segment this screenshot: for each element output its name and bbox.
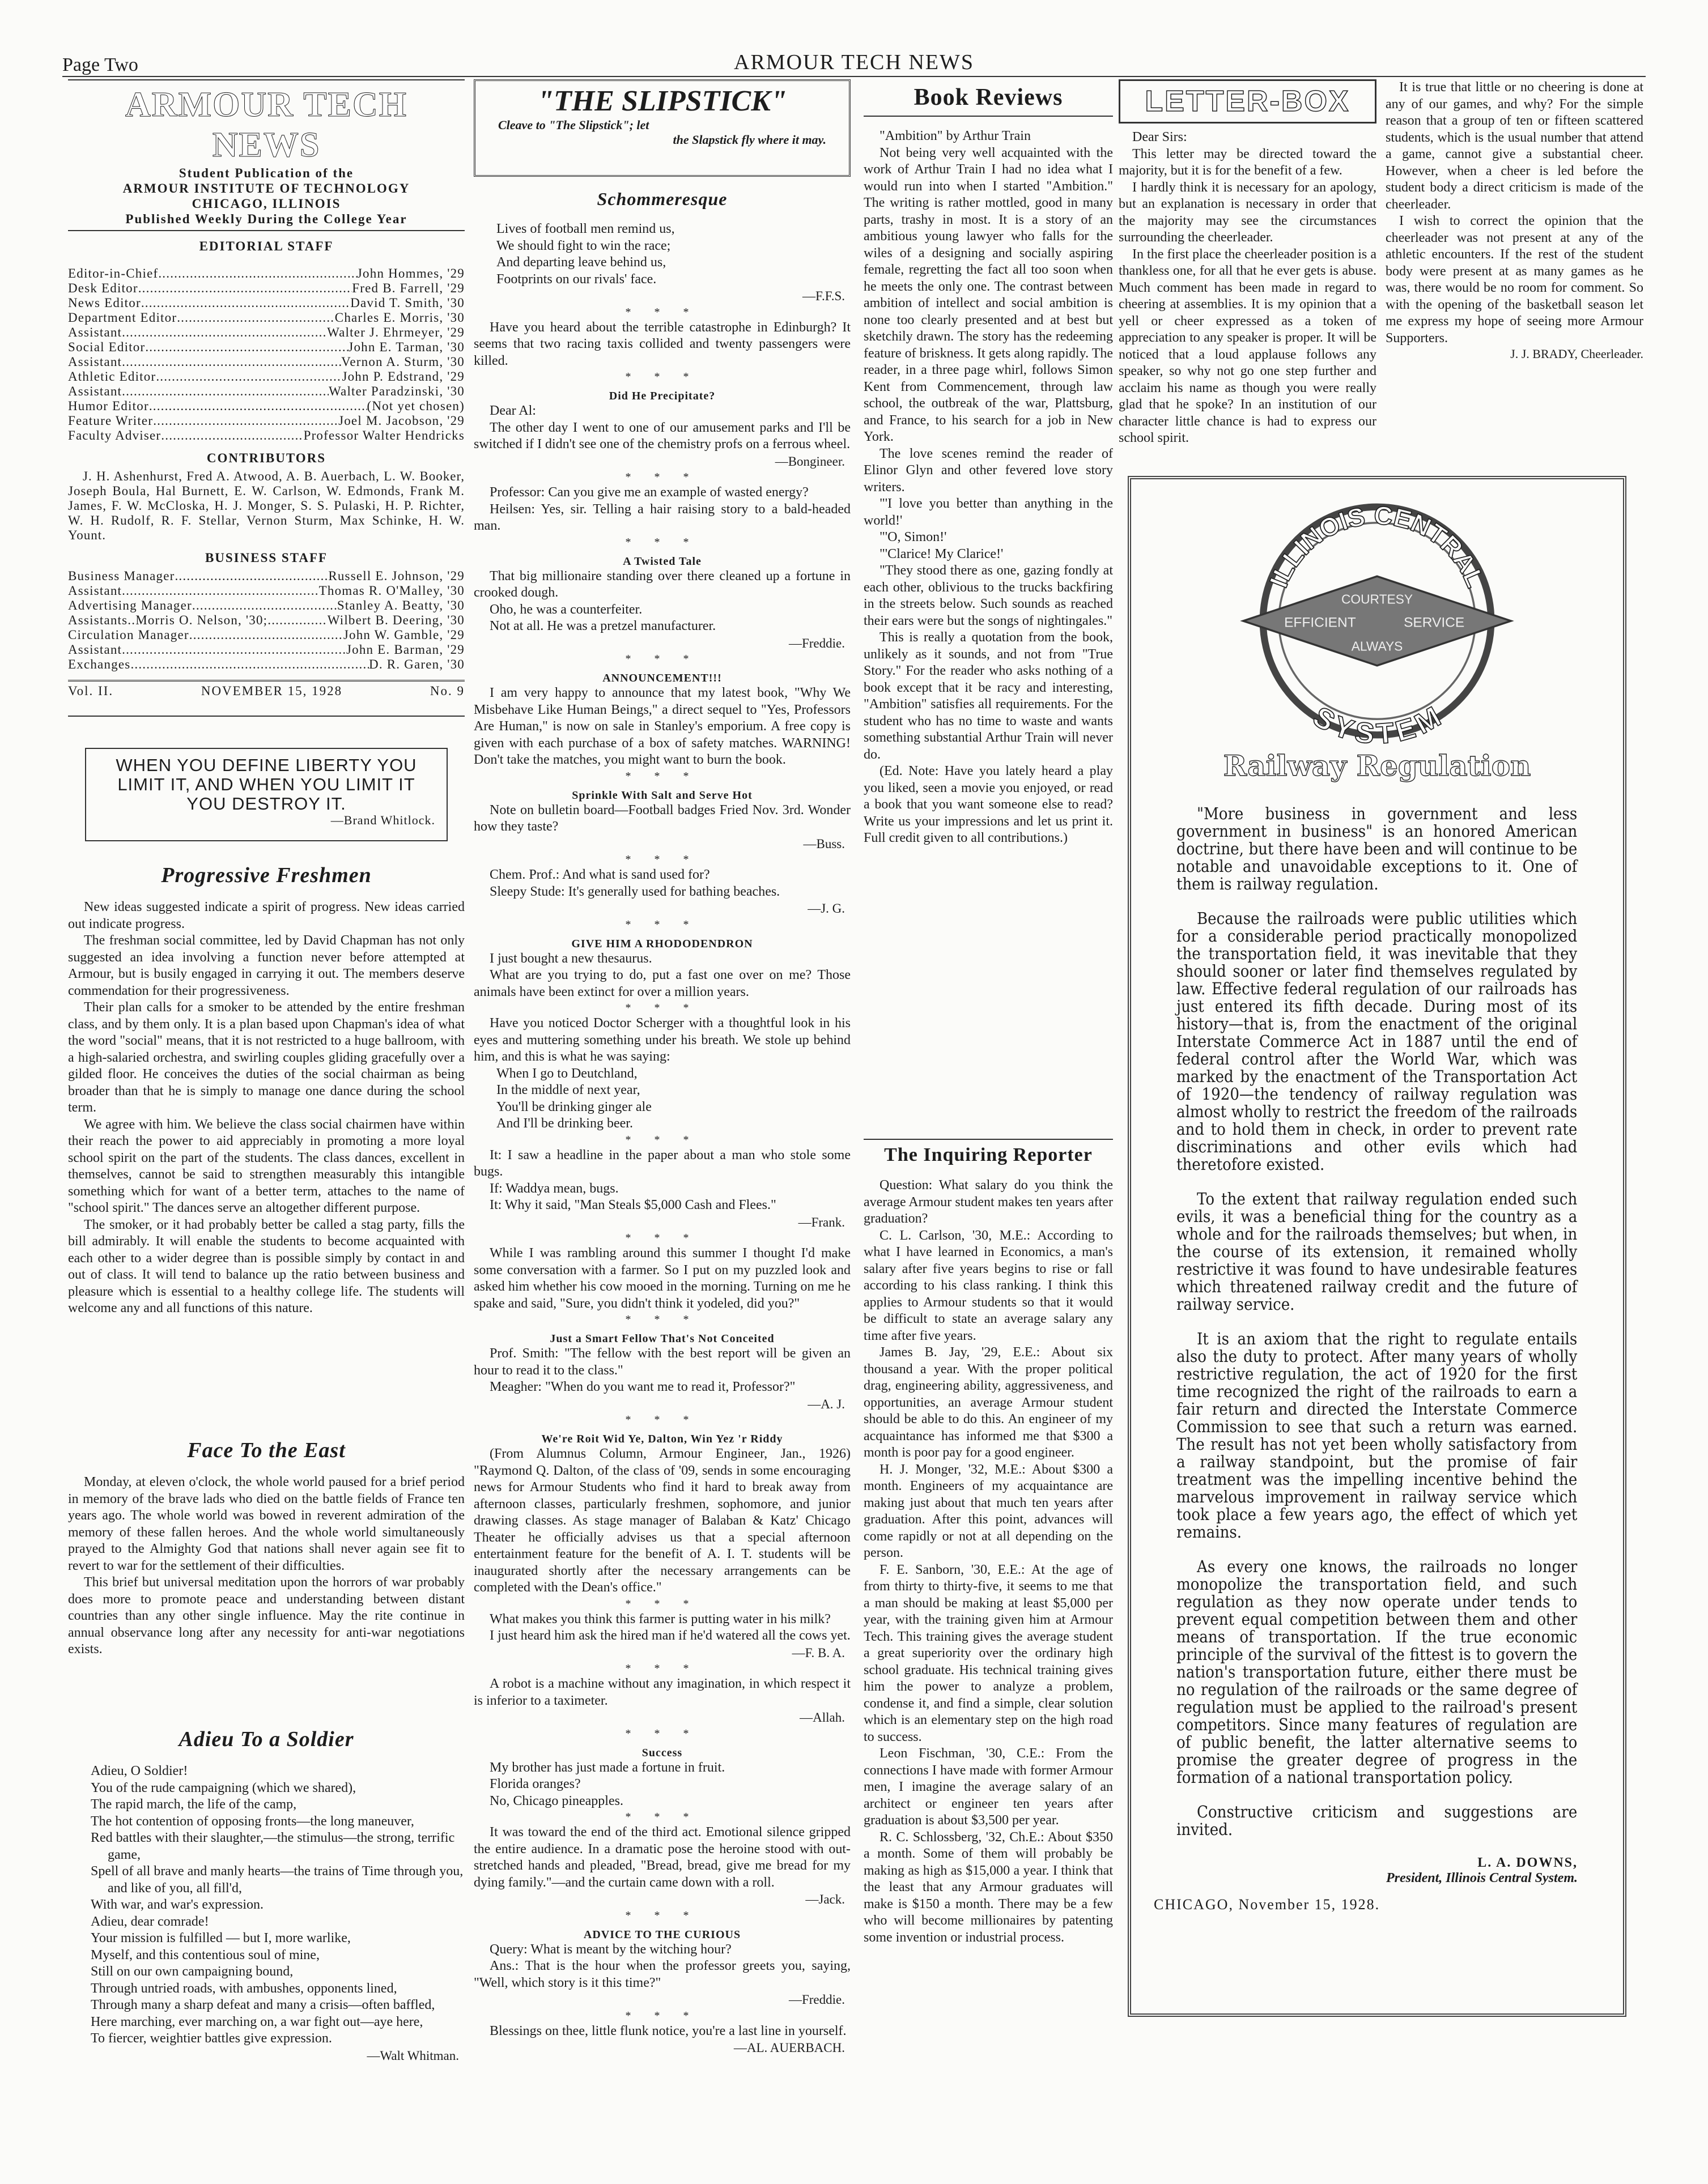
slipstick-motto: the Slapstick fly where it may. xyxy=(673,133,826,147)
ad-paragraph: To the extent that railway regulation ended such evils, it was a beneficial thing for the country as a whole and for the railroads themselves; but when, in the course of its extension, it remained wholly restrictive it was found to have undesirable features which threatened railway credit and the future of railway service. xyxy=(1176,1189,1578,1314)
separator: * * * xyxy=(625,1662,699,1675)
subheading: We're Roit Wid Ye, Dalton, Win Yez 'r Riddy xyxy=(541,1433,783,1445)
verse-line: Adieu, dear comrade! xyxy=(91,1914,209,1929)
staff-row xyxy=(68,310,465,325)
signature: —Frank. xyxy=(798,1215,845,1229)
paragraph: It: Why it said, "Man Steals $5,000 Cash and Flees." xyxy=(490,1198,776,1212)
paragraph: This letter may be directed toward the majority, but it is for the benefit of a few. xyxy=(1119,146,1376,178)
staff-role: Assistant xyxy=(68,325,122,339)
signature: —AL. AUERBACH. xyxy=(733,2041,845,2055)
leader-dots xyxy=(122,325,327,340)
leader-dots xyxy=(189,628,343,642)
leader-dots xyxy=(192,598,337,613)
paragraph: What are you trying to do, put a fast one over on me? Those animals have been extinct for over a million years. xyxy=(474,968,851,999)
slipstick-header xyxy=(474,79,851,177)
paragraph: Not being very well acquainted with the work of Arthur Train I had no idea what I would run into when I started "Ambition." The writing is rather mottled, good in many parts, trashy in most. It is a story of an ambitious young lawyer who falls for the wiles of a designing and socially aspiring female, regretting the fact all too soon when he meets the only one. The contrast between ambition of intellect and social ambition is none too clearly presented and at best but sketchily drawn. The story has the redeeming feature of briskness. It gets along rapidly. The reader, in a three page whirl, follows Simon Kent from Commencement, through law school, the outbreak of the war, Plattsburg, and France, to his search for a job in New York. xyxy=(864,145,1113,444)
subheading: Did He Precipitate? xyxy=(609,390,716,402)
leader-dots xyxy=(130,657,369,672)
subheading: ANNOUNCEMENT!!! xyxy=(602,672,722,684)
review-body xyxy=(864,128,1113,847)
paragraph: James B. Jay, '29, E.E.: About six thousand a year. With the proper political drag, engineering ability, aggressiveness, and opportunities, an average Armour student should be able to do this. An engineer of my acquaintance has informed me that $300 a month is poor pay for a good engineer. xyxy=(864,1345,1113,1460)
verse-line: When I go to Deutchland, xyxy=(496,1066,638,1081)
verse-line: Footprints on our rivals' face. xyxy=(496,271,657,287)
staff-row xyxy=(68,266,465,281)
staff-role: Desk Editor xyxy=(68,281,138,295)
staff-role: Assistants..Morris O. Nelson, '30; xyxy=(68,613,268,627)
quote-text: WHEN YOU DEFINE LIBERTY YOU LIMIT IT, AND WHEN YOU LIMIT IT YOU DESTROY IT. xyxy=(116,755,417,814)
svg-text:SYSTEM xyxy=(1308,700,1446,746)
editorial-staff-heading: EDITORIAL STAFF xyxy=(199,239,334,253)
masthead-subtitle: Published Weekly During the College Year xyxy=(68,211,465,231)
separator: * * * xyxy=(625,1232,699,1244)
paragraph: H. J. Monger, '32, M.E.: About $300 a month. Engineers of my acquaintance are making just about that much ten years after graduation. After this point, advances will come rapidly or not at all depending on the person. xyxy=(864,1462,1113,1560)
paragraph: No, Chicago pineapples. xyxy=(490,1793,623,1808)
verse-line: Adieu, O Soldier! xyxy=(91,1764,188,1778)
paragraph: I hardly think it is necessary for an apology, but an explanation is necessary in order that the majority may see the circumstances surrounding the cheerleader. xyxy=(1119,180,1376,245)
staff-name: John E. Barman, '29 xyxy=(346,642,465,657)
paragraph: Prof. Smith: "The fellow with the best report will be given an hour to read it to the class." xyxy=(474,1346,851,1378)
signature: —Jack. xyxy=(805,1892,845,1906)
verse-line: Red battles with their slaughter,—the stimulus—the strong, terrific game, xyxy=(91,1830,455,1862)
separator: * * * xyxy=(625,1727,699,1740)
staff-name: David T. Smith, '30 xyxy=(350,296,465,310)
staff-row xyxy=(68,296,465,310)
paragraph: I am very happy to announce that my latest book, "Why We Misbehave Like Human Beings," a direct sequel to "Yes, Professors Are Human," is now on sale in Stanley's emporium. A free copy is given with each purchase of a box of safety matches. WARNING! Don't take the matches, you might want to burn the book. xyxy=(474,686,851,767)
masthead-title: ARMOUR TECH NEWS xyxy=(125,86,407,164)
staff-row xyxy=(68,399,465,414)
masthead xyxy=(68,79,465,717)
separator: * * * xyxy=(625,918,699,931)
issue-date: NOVEMBER 15, 1928 xyxy=(201,684,343,698)
paragraph: The freshman social committee, led by David Chapman has not only suggested an idea involving a function never before attempted at Armour, but is busily engaged in carrying it out. The members deserve commendation for their progressiveness. xyxy=(68,933,465,998)
masthead-subtitle: Student Publication of the xyxy=(179,166,354,180)
paragraph: In the first place the cheerleader position is a thankless one, for all that he ever gets is abuse. Much comment has been made in regard to cheering at assemblies. It is my opinion that a yell or cheer expressed as a token of appreciation to any speaker is proper. It will be noticed that a loud applause follows any speaker, so why not go one step further and acclaim his name as though you were really glad that he spoke? In an institution of our character little chance is had to express our school spirit. xyxy=(1119,246,1376,445)
inquiring-reporter xyxy=(864,1139,1113,2176)
ad-paragraph: "More business in government and less government in business" is an honored American doctrine, but there have been and will continue to be notable and unavoidable exceptions to it. One of them is railway regulation. xyxy=(1176,804,1578,893)
volume: Vol. II. xyxy=(68,684,114,698)
paragraph: If: Waddya mean, bugs. xyxy=(490,1181,619,1196)
staff-row xyxy=(68,569,465,584)
leader-dots xyxy=(175,569,328,584)
paragraph: I just heard him ask the hired man if he'd watered all the cows yet. xyxy=(490,1628,851,1643)
staff-row xyxy=(68,613,465,628)
interview-body xyxy=(864,1177,1113,1946)
verse-line: To fiercer, weightier battles give expression. xyxy=(91,2031,332,2046)
paragraph: Question: What salary do you think the average Armour student makes ten years after graduation? xyxy=(864,1178,1113,1226)
ad-title: Railway Regulation xyxy=(1223,749,1531,782)
verse-line: Through many a sharp defeat and many a crisis—often baffled, xyxy=(91,1998,435,2012)
paragraph: "'Clarice! My Clarice!' xyxy=(880,546,1004,561)
staff-name: Charles E. Morris, '30 xyxy=(334,310,465,325)
page-header xyxy=(62,50,1646,77)
article-title: Face To the East xyxy=(187,1438,346,1462)
verse-line: With war, and war's expression. xyxy=(91,1897,264,1912)
subheading: Success xyxy=(641,1746,683,1759)
ad-paragraph: As every one knows, the railroads no longer monopolize the transportation field, and such regulation as they now operate under tends to prevent equal competition between them and other means of transportation. If the true economic principle of the survival of the fittest is to govern the nation's transportation future, either there must be no regulation of the railroads or the same degree of regulation must be applied to the railroad's present competitors. Since many features of regulation are of public benefit, the latter alternative seems to promise the greater degree of progress in the formation of a national transportation policy. xyxy=(1176,1557,1578,1787)
subheading: ADVICE TO THE CURIOUS xyxy=(583,1928,741,1941)
separator: * * * xyxy=(625,471,699,483)
paragraph: Note on bulletin board—Football badges Fried Nov. 3rd. Wonder how they taste? xyxy=(474,802,851,834)
leader-dots xyxy=(161,428,303,443)
quote-box xyxy=(85,748,448,841)
ad-paragraph: Constructive criticism and suggestions are invited. xyxy=(1176,1802,1578,1839)
article-title: Progressive Freshmen xyxy=(161,863,372,887)
signature: —A. J. xyxy=(808,1397,845,1411)
logo-word: COURTESY xyxy=(1341,591,1413,607)
poem-adieu-to-a-soldier xyxy=(68,1722,465,2176)
paragraph: Ans.: That is the hour when the professor greets you, saying, "Well, which story is it this time?" xyxy=(474,1959,851,1990)
paragraph: R. C. Schlossberg, '32, Ch.E.: About $350 a month. Some of them will probably be making as high as $15,000 a year. I think that the least that any Armour graduates will make is $150 a month. There may be a few who will become millionaires by patenting some invention or industrial process. xyxy=(864,1829,1113,1945)
business-staff-list xyxy=(68,569,465,672)
staff-row xyxy=(68,628,465,642)
staff-row xyxy=(68,428,465,443)
issue-number: No. 9 xyxy=(430,684,465,698)
leader-dots xyxy=(122,355,341,369)
leader-dots xyxy=(145,340,348,355)
staff-role: Advertising Manager xyxy=(68,598,192,612)
staff-name: Vernon A. Sturm, '30 xyxy=(341,355,465,369)
signature: —Bongineer. xyxy=(775,454,845,469)
verse-line: The rapid march, the life of the camp, xyxy=(91,1797,297,1812)
signature: —Freddie. xyxy=(788,1993,845,2007)
slipstick-column xyxy=(474,184,851,2173)
signature: —Allah. xyxy=(800,1710,845,1725)
paragraph: Chem. Prof.: And what is sand used for? xyxy=(490,867,710,882)
masthead-subtitle: ARMOUR INSTITUTE OF TECHNOLOGY xyxy=(122,181,410,195)
staff-name: Wilbert B. Deering, '30 xyxy=(327,613,465,627)
subheading: A Twisted Tale xyxy=(623,555,702,568)
separator: * * * xyxy=(625,1597,699,1610)
signature: —Walt Whitman. xyxy=(367,2048,459,2063)
article-progressive-freshmen xyxy=(68,858,465,1425)
paragraph: (From Alumnus Column, Armour Engineer, Jan., 1926) "Raymond Q. Dalton, of the class of '09, sends in some encouraging news for Armour Students who find it hard to break away from afternoon classes, particularly freshmen, sophomore, and junior drawing classes. As stage manager of Balaban & Katz' Chicago Theater he officially advises us that a special afternoon entertainment feature for the benefit of A. I. T. students will be inaugurated shortly after the necessary arrangements can be completed with the Dean's office." xyxy=(474,1446,851,1595)
staff-role: Assistant xyxy=(68,355,122,369)
leader-dots xyxy=(149,399,367,414)
poem-body xyxy=(68,1763,465,2064)
ad-signer-title: President, Illinois Central System. xyxy=(1386,1871,1578,1885)
subheading: Sprinkle With Salt and Serve Hot xyxy=(572,789,753,802)
staff-role: Circulation Manager xyxy=(68,628,189,642)
signature: —J. G. xyxy=(808,901,845,916)
staff-role: Assistant xyxy=(68,642,122,657)
separator: * * * xyxy=(625,1909,699,1922)
verse-line: Spell of all brave and manly hearts—the trains of Time through you, and like of you, all fill'd, xyxy=(91,1864,464,1896)
staff-row xyxy=(68,355,465,369)
verse-line: The hot contention of opposing fronts—the long maneuver, xyxy=(91,1813,414,1829)
paragraph: Sleepy Stude: It's generally used for bathing beaches. xyxy=(490,884,780,899)
letter-box-title: LETTER-BOX xyxy=(1119,79,1376,124)
paragraph: Query: What is meant by the witching hour? xyxy=(490,1942,732,1957)
divider xyxy=(864,1139,1113,1140)
staff-role: Faculty Adviser xyxy=(68,428,162,442)
separator: * * * xyxy=(625,653,699,665)
verse-line: And I'll be drinking beer. xyxy=(496,1116,633,1131)
paragraph: Professor: Can you give me an example of wasted energy? xyxy=(490,485,809,500)
paragraph: "'I love you better than anything in the world!' xyxy=(864,496,1113,528)
paragraph: "They stood there as one, gazing fondly at each other, oblivious to the trucks backfiring in the streets below. Such sounds as reached their ears were but the songs of nightingales." xyxy=(864,563,1113,628)
separator: * * * xyxy=(625,1133,699,1146)
masthead-subtitle: CHICAGO, ILLINOIS xyxy=(192,197,341,211)
separator: * * * xyxy=(625,1313,699,1326)
leader-dots xyxy=(153,414,338,428)
section-title: The Inquiring Reporter xyxy=(884,1144,1093,1165)
letter-body xyxy=(1119,79,1643,470)
staff-role: Assistant xyxy=(68,384,122,398)
staff-name: D. R. Garen, '30 xyxy=(369,657,465,671)
paragraph: Heilsen: Yes, sir. Telling a hair raising story to a bald-headed man. xyxy=(474,501,851,533)
subheading: GIVE HIM A RHODODENDRON xyxy=(571,937,753,950)
paragraph: New ideas suggested indicate a spirit of progress. New ideas carried out indicate progress. xyxy=(68,900,465,931)
paragraph: Meagher: "When do you want me to read it, Professor?" xyxy=(490,1380,796,1394)
staff-name: John P. Edstrand, '29 xyxy=(342,369,465,384)
verse-line: You of the rude campaigning (which we shared), xyxy=(91,1780,356,1795)
logo-word: ALWAYS xyxy=(1351,638,1403,654)
paragraph: This brief but universal meditation upon the horrors of war probably does more to promote peace and understanding between distant countries than any other single influence. May the rite continue in annual observance long after any necessity for anti-war negotiations exists. xyxy=(68,1575,465,1657)
article-face-to-the-east xyxy=(68,1433,465,1683)
leader-dots xyxy=(122,584,319,598)
signature: —Freddie. xyxy=(788,636,845,650)
signature: —F. B. A. xyxy=(792,1645,845,1660)
paragraph: The other day I went to one of our amusement parks and I'll be switched if I didn't see one of the chemistry profs on a ferrous wheel. xyxy=(474,420,851,452)
verse-line: Myself, and this contentious soul of mine, xyxy=(91,1947,320,1962)
staff-role: Department Editor xyxy=(68,310,177,325)
paragraph: Have you noticed Doctor Scherger with a thoughtful look in his eyes and muttering something under his breath. We stole up behind him, and this is what he was saying: xyxy=(474,1016,851,1064)
slipstick-title: "THE SLIPSTICK" xyxy=(537,85,787,117)
staff-name: John Hommes, '29 xyxy=(356,266,465,280)
separator: * * * xyxy=(625,305,699,318)
staff-name: (Not yet chosen) xyxy=(367,399,465,413)
poem-title: Adieu To a Soldier xyxy=(179,1727,354,1751)
paragraph: "'O, Simon!' xyxy=(880,530,947,544)
staff-name: Joel M. Jacobson, '29 xyxy=(338,414,465,428)
paragraph: We agree with him. We believe the class social chairmen have within their reach the power to aid appreciably in promoting a more loyal school spirit on the part of the students. The class dances, excellent in themselves, cannot be said to strengthen measurably this intangible something which for want of a better term, attaches to the name of "school spirit." The dances serve an altogether different purpose. xyxy=(68,1117,465,1215)
paragraph: The smoker, or it had probably better be called a stag party, fills the bill admirably. It will enable the students to become acquainted with each other to a wider degree than is possible simply by contact in and out of class. It will tend to balance up the ratio between business and pleasure which is essential to a healthy college life. The students will welcome any and all functions of this nature. xyxy=(68,1217,465,1315)
staff-name: Walter Paradzinski, '30 xyxy=(328,384,465,398)
separator: * * * xyxy=(625,853,699,866)
leader-dots xyxy=(267,613,327,628)
paragraph: Dear Al: xyxy=(490,403,536,418)
paragraph: Their plan calls for a smoker to be attended by the entire freshman class, and by them only. It is a plan based upon Chapman's idea of what the word "social" means, that it is not restricted to a huge ballroom, with a high-salaried orchestra, and swirling couples gliding gracefully over a gilded floor. He conceives the duties of the social chairman as being broader than that he is simply to manage one dance during the school term. xyxy=(68,1000,465,1115)
staff-name: Thomas R. O'Malley, '30 xyxy=(318,584,465,598)
paragraph: C. L. Carlson, '30, M.E.: According to what I have learned in Economics, a man's salary after five years begins to rise or fall according to his class ranking. I think this applies to Armour students so that it would be difficult to state an average salary any time after five years. xyxy=(864,1228,1113,1343)
book-reviews xyxy=(864,79,1113,1133)
slipstick-body xyxy=(474,221,851,2057)
separator: * * * xyxy=(625,1002,699,1014)
separator: * * * xyxy=(625,1414,699,1426)
illinois-central-advertisement xyxy=(1128,476,1626,2017)
paragraph: "Ambition" by Arthur Train xyxy=(880,129,1031,143)
staff-row xyxy=(68,414,465,428)
staff-name: John W. Gamble, '29 xyxy=(343,628,465,642)
leader-dots xyxy=(158,266,357,281)
staff-row xyxy=(68,598,465,613)
verse-line: You'll be drinking ginger ale xyxy=(496,1099,652,1114)
paragraph: Monday, at eleven o'clock, the whole world paused for a brief period in memory of the brave lads who died on the battle fields of France ten years ago. The whole world was bowed in reverent admiration of the memory of these fallen heroes. And the whole world simultaneously prayed to the Almighty God that nations shall never again see fit to revert to war for the settlement of their difficulties. xyxy=(68,1475,465,1573)
staff-role: News Editor xyxy=(68,296,141,310)
letter-box xyxy=(1119,79,1643,470)
leader-dots xyxy=(156,369,342,384)
contributors-list: J. H. Ashenhurst, Fred A. Atwood, A. B. Auerbach, L. W. Booker, Joseph Boula, Hal Burnett, E. W. Carlson, W. Edmonds, Frank M. James, F. W. McCloska, H. J. Monger, S. S. Pulaski, H. P. Richter, W. H. Rudolf, R. F. Stellar, Vernon Sturm, Max Schinke, H. W. Yount. xyxy=(68,469,465,542)
logo-word: SERVICE xyxy=(1404,615,1465,631)
separator: * * * xyxy=(625,371,699,383)
ad-dateline: CHICAGO, November 15, 1928. xyxy=(1154,1896,1380,1913)
verse-line: Your mission is fulfilled — but I, more warlike, xyxy=(91,1931,351,1945)
subheading: Just a Smart Fellow That's Not Conceited xyxy=(550,1332,775,1345)
leader-dots xyxy=(122,642,346,657)
staff-name: Russell E. Johnson, '29 xyxy=(328,569,465,583)
business-staff-heading: BUSINESS STAFF xyxy=(205,551,328,565)
staff-row xyxy=(68,325,465,340)
ad-paragraph: Because the railroads were public utilities which for a considerable period practically monopolized the transportation field, it was inevitable that they should sooner or later find themselves regulated by law. Effective federal regulation of our railroads has just entered its fifth decade. During most of its history—that is, from the enactment of the original Interstate Commerce Act in 1887 until the end of federal control after the World War, which was marked by the enactment of the Transportation Act of 1920—the tendency of railway regulation was almost wholly to restrict the freedom of the railroads and to hold them in check, in order to prevent rate discriminations and other evils which had theretofore existed. xyxy=(1176,909,1578,1174)
separator: * * * xyxy=(625,1811,699,1823)
paragraph: I just bought a new thesaurus. xyxy=(490,951,652,966)
separator: * * * xyxy=(625,769,699,782)
staff-row xyxy=(68,281,465,296)
paragraph: Have you heard about the terrible catastrophe in Edinburgh? It seems that two racing taxis collided and twenty passengers were killed. xyxy=(474,320,851,368)
paragraph: What makes you think this farmer is putting water in his milk? xyxy=(490,1611,831,1627)
separator: * * * xyxy=(625,535,699,548)
paragraph: While I was rambling around this summer I thought I'd make some conversation with a farmer. So I put on my puzzled look and asked him whether his cow mooed in the morning. Turning on me he spake and said, "Sure, you didn't think it yodeled, did you?" xyxy=(474,1246,851,1311)
verse-line: In the middle of next year, xyxy=(496,1083,640,1097)
leader-dots xyxy=(177,310,335,325)
staff-name: Fred B. Farrell, '29 xyxy=(352,281,465,295)
ad-paragraph: It is an axiom that the right to regulate entails also the duty to protect. After many years of wholly restrictive regulation, the act of 1920 for the first time recognized the right of the railroads to earn a fair return and directed the Interstate Commerce Commission to see that such a return was earned. The result has not yet been wholly satisfactory from a railway standpoint, but the promise of fair treatment was the impelling incentive behind the marvelous improvement in railway service which took place a few years ago, the effect of which yet remains. xyxy=(1176,1329,1578,1542)
quote-author: —Brand Whitlock. xyxy=(330,813,435,827)
paragraph: F. E. Sanborn, '30, E.E.: At the age of from thirty to thirty-five, it seems to me that a man should be making at least $5,000 per year, with the training given him at Armour Tech. This training gives the average student a great superiority over the ordinary high school graduate. His technical training gives him the power to analyze a problem, condense it, and find a simple, clear solution which is an elementary step on the high road to success. xyxy=(864,1562,1113,1744)
paragraph: That big millionaire standing over there cleaned up a fortune in crooked dough. xyxy=(474,568,851,600)
staff-row xyxy=(68,657,465,672)
separator: * * * xyxy=(625,2009,699,2022)
section-title: Book Reviews xyxy=(864,84,1113,117)
paragraph: Leon Fischman, '30, C.E.: From the connections I have made with former Armour men, I imagine the average salary of an architect or engineer ten years after graduation is about $3,500 per year. xyxy=(864,1746,1113,1828)
staff-role: Feature Writer xyxy=(68,414,154,428)
slipstick-motto: Cleave to "The Slipstick"; let xyxy=(498,118,649,132)
ad-body xyxy=(1176,805,1578,1838)
running-title: ARMOUR TECH NEWS xyxy=(734,50,974,74)
staff-row xyxy=(68,369,465,384)
staff-name: Professor Walter Hendricks xyxy=(303,428,465,442)
signature: —Buss. xyxy=(803,836,845,851)
staff-role: Humor Editor xyxy=(68,399,149,413)
paragraph: Florida oranges? xyxy=(490,1777,581,1791)
verse-line: We should fight to win the race; xyxy=(496,238,671,253)
contributors-heading: CONTRIBUTORS xyxy=(206,451,326,465)
leader-dots xyxy=(141,296,350,310)
staff-name: John E. Tarman, '30 xyxy=(348,340,465,354)
staff-row xyxy=(68,340,465,355)
slipstick-subtitle: Schommeresque xyxy=(597,189,728,209)
paragraph: I wish to correct the opinion that the cheerleader was not present at any of the athletic encounters. If the rest of the student body were present at as many games as he was, there would be no room for comment. So with the opening of the basketball season let me express my hope of seeing more Armour Supporters. xyxy=(1386,214,1643,346)
staff-row xyxy=(68,642,465,657)
staff-role: Athletic Editor xyxy=(68,369,156,384)
leader-dots xyxy=(138,281,352,296)
leader-dots xyxy=(122,384,329,399)
verse-line: Here marching, ever marching on, a war fight out—aye here, xyxy=(91,2014,423,2029)
issue-line xyxy=(68,680,465,699)
verse-line: And departing leave behind us, xyxy=(496,255,666,270)
verse-line: Lives of football men remind us, xyxy=(496,222,675,236)
staff-row xyxy=(68,384,465,399)
logo-text-top: ILLINOIS CENTRAL xyxy=(1264,500,1490,592)
staff-name: Walter J. Ehrmeyer, '29 xyxy=(327,325,465,339)
page-number: Page Two xyxy=(62,54,138,75)
paragraph: It: I saw a headline in the paper about a man who stole some bugs. xyxy=(474,1147,851,1179)
staff-role: Business Manager xyxy=(68,569,175,583)
staff-role: Social Editor xyxy=(68,340,146,354)
verse-line: Still on our own campaigning bound, xyxy=(91,1964,294,1979)
paragraph: This is really a quotation from the book, unlikely as it sounds, and not from "True Story." For the reader who asks nothing of a book except that it be racy and interesting, "Ambition" satisfies all requirements. For the student who has no time to waste and wants something substantial Arthur Train will never do. xyxy=(864,630,1113,762)
staff-name: Stanley A. Beatty, '30 xyxy=(337,598,465,612)
logo-text-bottom: SYSTEM xyxy=(1307,700,1446,746)
editorial-staff-list xyxy=(68,266,465,443)
paragraph: Blessings on thee, little flunk notice, you're a last line in yourself. xyxy=(490,2023,847,2038)
signature: J. J. BRADY, Cheerleader. xyxy=(1510,347,1643,361)
paragraph: It is true that little or no cheering is done at any of our games, and why? For the simple reason that a group of ten or fifteen scattered students, which is the usual number that attend a game, cannot give a substantial cheer. However, when a cheer is led before the student body a direct criticism is made of the cheerleader. xyxy=(1386,80,1643,212)
paragraph: Dear Sirs: xyxy=(1132,130,1187,144)
paragraph: It was toward the end of the third act. Emotional silence gripped the entire audience. In a dramatic pose the heroine stood with out-stretched hands and pleaded, "Bread, bread, give me bread for my dying family."—and the curtain came down with a roll. xyxy=(474,1825,851,1890)
paragraph: (Ed. Note: Have you lately heard a play you liked, seen a movie you enjoyed, or read a book that you want someone else to read? Write us your impressions and let us print it. Full credit given to all contributions.) xyxy=(864,764,1113,845)
verse-line: Through untried roads, with ambushes, opponents lined, xyxy=(91,1981,397,1996)
staff-role: Editor-in-Chief xyxy=(68,266,159,280)
article-body xyxy=(68,1474,465,1658)
staff-role: Assistant xyxy=(68,584,122,598)
signature: —F.F.S. xyxy=(802,289,845,303)
paragraph: A robot is a machine without any imagination, in which respect it is inferior to a taximeter. xyxy=(474,1676,851,1708)
ad-signer: L. A. DOWNS, xyxy=(1477,1855,1578,1870)
illinois-central-logo-icon xyxy=(1218,496,1536,746)
paragraph: Not at all. He was a pretzel manufacturer. xyxy=(490,619,716,633)
staff-role: Exchanges xyxy=(68,657,131,671)
logo-word: EFFICIENT xyxy=(1284,615,1356,631)
paragraph: Oho, he was a counterfeiter. xyxy=(490,602,643,617)
staff-row xyxy=(68,584,465,598)
paragraph: The love scenes remind the reader of Elinor Glyn and other fevered love story writers. xyxy=(864,446,1113,495)
paragraph: My brother has just made a fortune in fruit. xyxy=(490,1760,725,1775)
article-body xyxy=(68,899,465,1317)
